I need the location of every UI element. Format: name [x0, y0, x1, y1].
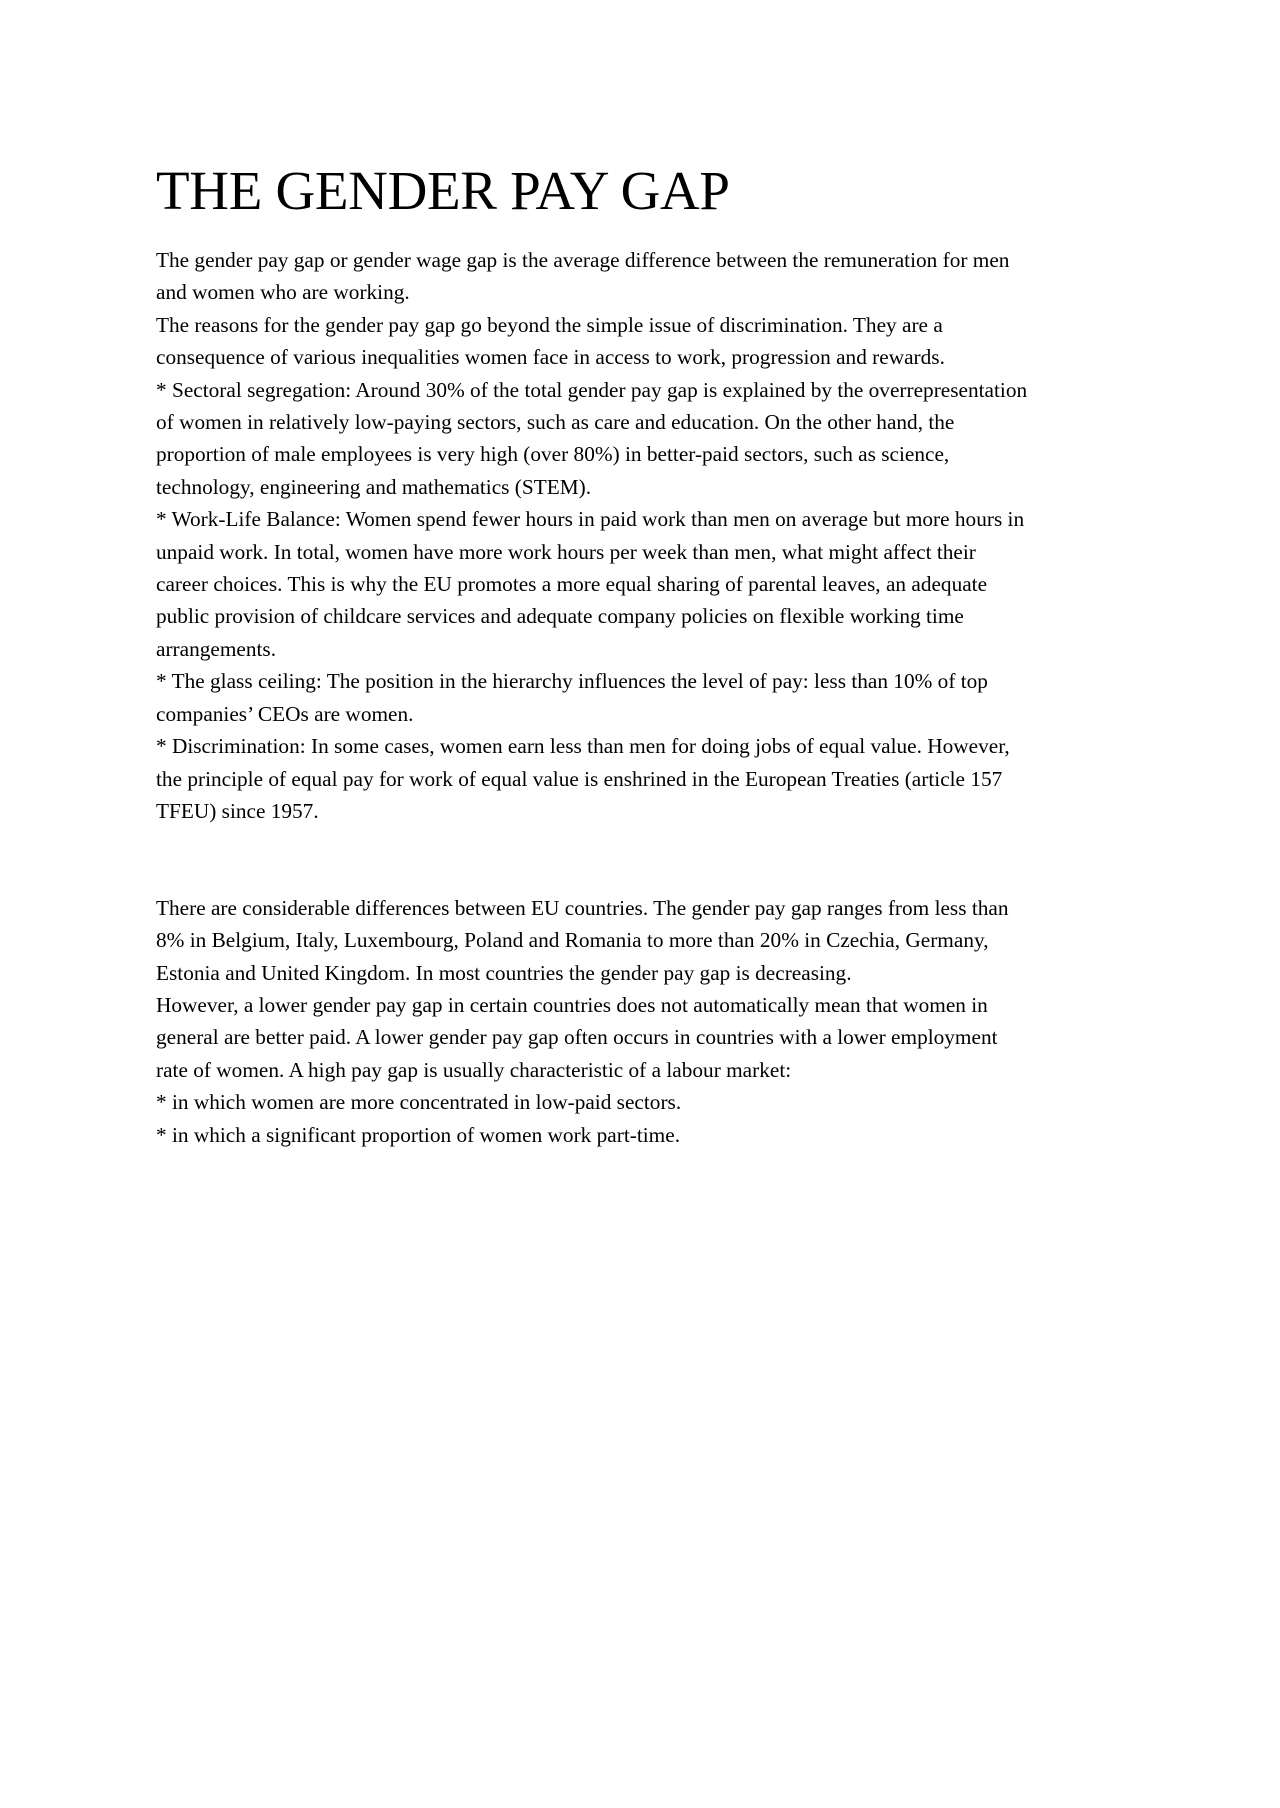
text-line: technology, engineering and mathematics (STEM). [156, 474, 592, 499]
text-line: unpaid work. In total, women have more work hours per week than men, what might affect their [156, 539, 976, 564]
document-title: THE GENDER PAY GAP [156, 160, 730, 221]
text-line: 8% in Belgium, Italy, Luxembourg, Poland and Romania to more than 20% in Czechia, Germany, [156, 928, 989, 953]
text-line: TFEU) since 1957. [156, 798, 319, 823]
text-line: * Sectoral segregation: Around 30% of the total gender pay gap is explained by the overrepresentation [156, 377, 1028, 402]
text-line: The reasons for the gender pay gap go beyond the simple issue of discrimination. They are a [156, 312, 943, 337]
document-text [156, 244, 1141, 1151]
text-line: general are better paid. A lower gender pay gap often occurs in countries with a lower employment [156, 1025, 998, 1050]
text-line: arrangements. [156, 636, 277, 661]
text-line: Estonia and United Kingdom. In most countries the gender pay gap is decreasing. [156, 960, 852, 985]
text-line: * in which women are more concentrated in low-paid sectors. [156, 1090, 682, 1115]
document-body [156, 160, 1141, 1151]
text-line: rate of women. A high pay gap is usually characteristic of a labour market: [156, 1057, 792, 1082]
text-line: companies’ CEOs are women. [156, 701, 414, 726]
text-line: * in which a significant proportion of women work part-time. [156, 1122, 681, 1147]
text-line: However, a lower gender pay gap in certain countries does not automatically mean that women in [156, 992, 988, 1017]
text-line: * The glass ceiling: The position in the hierarchy influences the level of pay: less than 10% of top [156, 669, 988, 694]
text-line: the principle of equal pay for work of equal value is enshrined in the European Treaties (article 157 [156, 766, 1003, 791]
text-line: The gender pay gap or gender wage gap is the average difference between the remuneration for men [156, 248, 1010, 272]
text-line: * Discrimination: In some cases, women earn less than men for doing jobs of equal value. However, [156, 734, 1010, 759]
text-line: * Work-Life Balance: Women spend fewer hours in paid work than men on average but more hours in [156, 507, 1025, 532]
text-line: consequence of various inequalities women face in access to work, progression and rewards. [156, 345, 945, 370]
text-line: of women in relatively low-paying sectors, such as care and education. On the other hand, the [156, 410, 955, 435]
text-line: proportion of male employees is very high (over 80%) in better-paid sectors, such as science, [156, 442, 950, 467]
text-line: and women who are working. [156, 280, 410, 305]
text-line: career choices. This is why the EU promotes a more equal sharing of parental leaves, an adequate [156, 572, 988, 597]
text-line: There are considerable differences between EU countries. The gender pay gap ranges from less than [156, 895, 1009, 920]
paragraph-spacer [156, 843, 1141, 875]
text-line: public provision of childcare services and adequate company policies on flexible working time [156, 604, 964, 629]
